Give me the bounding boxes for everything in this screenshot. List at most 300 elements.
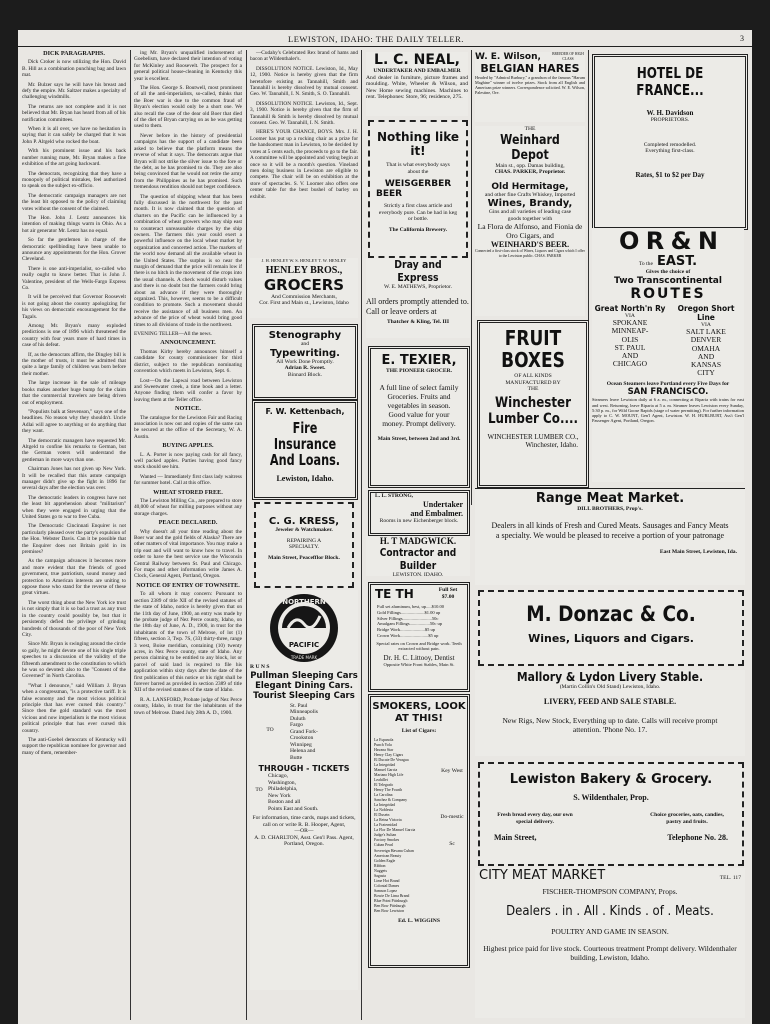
paragraph: The large increase in the sale of mileage books makes another huge bump for the claim that the commercial travelers are being driven out of employment. bbox=[22, 380, 126, 406]
cigar-brand: Henry The Fourth bbox=[374, 787, 403, 792]
route-city: OLIS bbox=[621, 334, 639, 344]
paragraph: "Populists balk at Stevenson," says one of the headlines. No reason why they shouldn't. Uncle Adlai will agree to anything or do anything that they want. bbox=[22, 408, 126, 435]
weinhard-beer: WEINHARD'S BEER. bbox=[490, 240, 570, 249]
np-destinations bbox=[268, 773, 318, 812]
cigar-brand: Mariano High Life bbox=[374, 772, 404, 777]
teeth-head bbox=[371, 585, 467, 601]
steno-and: and bbox=[300, 341, 310, 347]
masthead-line: LEWISTON, IDAHO: THE DAILY TELLER. bbox=[288, 34, 464, 44]
cigar-brand: Punch Yola bbox=[374, 742, 392, 747]
strong-ad bbox=[368, 490, 470, 536]
paragraph: The worst thing about the New York ice trust is not simply that it is so bad a trust as any trust in the country could possibly be, but that it persistently defied the privilege of grinding hundreds of thousands of the poor of New York City. bbox=[22, 599, 126, 638]
kettenbach-ad bbox=[252, 400, 358, 500]
strong-addr: Rooms in new Eichenberger block. bbox=[379, 517, 459, 524]
destination-city: Philadelphia, bbox=[268, 786, 298, 792]
price-row: Amalgam Fillings..................50c up bbox=[377, 621, 442, 627]
orn-left-cities bbox=[592, 319, 668, 369]
route-city: CITY bbox=[697, 368, 715, 378]
weinhard-sub1: and other fine Crafts Whiskey, Imported bbox=[484, 191, 576, 198]
kress-sub: Jeweler & Watchmaker. bbox=[275, 527, 333, 533]
cigar-brand: El Ducate De Veragua bbox=[374, 757, 409, 762]
weinhard-prop: CHAS. PARKER, Proprietor. bbox=[494, 169, 566, 175]
paragraph: The Hon. John J. Lentz announces his intention of making things warm in Ohio. As a hot air generator Mr. Lentz has no equal. bbox=[22, 214, 126, 234]
destination-city: St. Paul bbox=[290, 702, 308, 709]
weinhard-addr: Main st., opp. Damas building, bbox=[495, 162, 565, 169]
cigar-brand: Factory Smokes bbox=[374, 838, 400, 843]
bakery-left: Fresh bread every day, our own special delivery. bbox=[497, 812, 573, 825]
paragraph: Chairman Jones has not given up New York. It will be recalled that this astute campaign manager didn't give up the fight in 1896 for several days after the election was over. bbox=[22, 466, 126, 492]
np-through: THROUGH - TICKETS bbox=[258, 764, 350, 773]
dray-owner: W. E. MATHEWS, Proprietor. bbox=[383, 284, 452, 290]
wanted-text: Wanted — Immediately first class lady waitress for summer hotel. Call at this office. bbox=[134, 473, 242, 487]
route-city: CHICAGO bbox=[612, 359, 648, 369]
cigar-brand: Cuban Pearl bbox=[374, 843, 394, 848]
notice-list bbox=[250, 50, 358, 200]
paragraph: It will be perceived that Governor Roosevelt is not going about the country apologizing for his views on democratic encouragement for the Tagals. bbox=[22, 294, 126, 320]
destination-city: Minneapolis bbox=[290, 709, 318, 715]
kettenbach-city: Lewiston, Idaho. bbox=[276, 474, 334, 483]
fruit-boxes-ad bbox=[477, 320, 589, 488]
route-city: AND bbox=[697, 351, 715, 361]
orn-route-left bbox=[592, 304, 668, 378]
destination-city: Duluth bbox=[290, 715, 306, 722]
weinhard-ad bbox=[475, 126, 585, 316]
smokers-title: SMOKERS, LOOK AT THIS! bbox=[372, 701, 466, 724]
orn-left-head: Great North'n Ry bbox=[594, 303, 666, 313]
city-body: Highest price paid for live stock. Courteous treatment Prompt delivery. Wildenthaler building, Lewiston, Idaho. bbox=[483, 944, 737, 962]
wheat-heading: WHEAT STORED FREE. bbox=[153, 488, 223, 496]
buying-heading: BUYING APPLES. bbox=[162, 442, 214, 450]
orn-left-via: VIA bbox=[625, 312, 635, 319]
bakery-phone: Telephone No. 28. bbox=[667, 833, 728, 842]
page-header bbox=[18, 34, 752, 47]
cigar-brand: La Integridad bbox=[374, 762, 396, 767]
stenography-ad bbox=[252, 324, 358, 400]
paragraph: So far the gentlemen in charge of the democratic spellbinding have been unable to announce any appointments for the Hon. Grover Cleveland. bbox=[22, 237, 126, 263]
mallory-line: LIVERY, FEED AND SALE STABLE. bbox=[543, 696, 677, 706]
texier-addr: Main Street, between 2nd and 3rd. bbox=[377, 435, 461, 442]
hotel-owner: W. H. Davidson bbox=[646, 109, 694, 117]
column-rule bbox=[471, 50, 472, 505]
bakery-notes bbox=[490, 812, 732, 825]
bakery-footer bbox=[494, 833, 728, 842]
kress-name: C. G. KRESS, bbox=[268, 516, 340, 527]
price-row: Gold Fillings.....................$1.00 up bbox=[377, 609, 441, 615]
cigar-brand: Havana Star bbox=[374, 747, 394, 752]
smokers-list-heading: List of Cigars: bbox=[401, 728, 437, 734]
paragraph: The anti-Goebel democrats of Kentucky will support the republican nominee for governor and many of them, remember- bbox=[22, 737, 126, 756]
neal-title: L. C. NEAL, bbox=[374, 52, 460, 68]
city-owner: FISCHER-THOMPSON COMPANY, Props. bbox=[542, 887, 678, 896]
cigar-list bbox=[371, 738, 438, 915]
route-city: DENVER bbox=[690, 335, 722, 345]
paragraph: "What I denounce," said William J. Bryan when a congressman, "is a protective tariff. It is false economy and the most vicious political principle that has ever cursed this country." Since then the gold standard was the most vicious and now imperialism is the most vicious political principle that has ever cursed this country. bbox=[22, 682, 126, 734]
weis-note: Strictly a first class article and everybody pure. Can be had in keg or bottle. bbox=[378, 203, 458, 222]
hotel-rates: Rates, $1 to $2 per Day bbox=[635, 170, 705, 179]
destination-city: Crookston bbox=[290, 735, 314, 741]
township-heading: NOTICE OF ENTRY OF TOWNSITE. bbox=[136, 581, 240, 589]
mallory-title: Mallory & Lydon Livery Stable. bbox=[516, 670, 704, 684]
texier-sub: THE PIONEER GROCER. bbox=[385, 368, 453, 374]
donzac-ad bbox=[478, 590, 744, 666]
buying-text: L. A. Porter is now paying cash for all fancy, well packed apples. Parties having good fancy stock should see him. bbox=[134, 451, 242, 471]
city-head bbox=[475, 868, 745, 883]
teeth-rows bbox=[371, 601, 467, 641]
logo-pacific: PACIFIC bbox=[288, 641, 320, 649]
wilson-tag: BREEDER OF HIGH CLASS bbox=[552, 52, 584, 61]
township-text: To all whom it may concern: Pursuant to section 2389 of title XII of the revised statutes of the state of Idaho, notice is hereby given that on the 11th day of June, 1900, an entry was made by the probate judge of Nez Perce county, Idaho, on the 18th day of June, A. D., 1900, in trust for the inhabitants of the town of Melrose, of lot (1) fifteen, section 3, Twp. 7S, (33) thirty-three, range 3 west, Boise meridian, containing (10) twenty acres, in Nez Perce county, state of Idaho. Any person claiming to be entitled to any block, lot or parcel of said land is required to file his application within sixty days after the date of the first publication of this notice or his right shall be forever barred as provided in section 2389 of title XII of the revised statutes of the state of Idaho. bbox=[134, 591, 242, 694]
column-1 bbox=[22, 50, 126, 1020]
notice-item: DISSOLUTION NOTICE. Lewiston, Id., Sept. 3, 1900. Notice is hereby given that the firm of Tannahill & Smith is hereby dissolved by mutual consent. Geo. W. Tannahill, I. N. Smith. bbox=[250, 100, 358, 127]
signature-text: R. A. LANSFORD, Probate judge of Nez Perce county, Idaho, in trust for the inhabitants of the town of Melrose. Dated July 28th A. D., 1900. bbox=[134, 696, 242, 716]
paragraph: Since Mr. Bryan is swinging around the circle so gaily, he might devote one of his single triple speeches to a discussion of the validity of the fifteenth amendment to the constitution to which he was so devoted: also to the "Consent of the Governed" in North Carolina. bbox=[22, 641, 126, 680]
destination-city: Fargo bbox=[290, 722, 303, 728]
cigar-brand: Manuel Garcia bbox=[374, 767, 398, 772]
orn-route-right bbox=[668, 304, 744, 378]
henley-addr: Cor. First and Main st., Lewiston, Idaho bbox=[259, 300, 349, 306]
northern-pacific-ad bbox=[250, 590, 358, 990]
weinhard-cigars: La Flora de Alfonso, and Fionia de Oro Cigars, and bbox=[477, 222, 583, 240]
cigar-brand: American Beauty bbox=[374, 853, 402, 858]
range-title: Range Meat Market. bbox=[535, 491, 685, 506]
paragraph-list bbox=[134, 50, 242, 328]
paragraph: Dick Croker is now utilizing the Hon. David B. Hill as a combination punching bag and lawn mat. bbox=[22, 59, 126, 79]
cigar-brand: La Reina Victoria bbox=[374, 818, 402, 823]
weinhard-hermitage: Old Hermitage, bbox=[491, 181, 569, 192]
henley-grocers: GROCERS bbox=[263, 275, 345, 294]
fruit-sub: OF ALL KINDS MANUFACTURED BY THE bbox=[505, 373, 561, 392]
orn-right-head: Oregon Short Line bbox=[677, 303, 735, 322]
page-number: 3 bbox=[740, 34, 744, 43]
city-title: CITY MEAT MARKET bbox=[479, 868, 606, 883]
smokers-ad bbox=[368, 694, 470, 968]
column-rule bbox=[246, 50, 247, 1020]
donzac-title: M. Donzac & Co. bbox=[526, 602, 696, 626]
madgwick-line: Contractor and Builder bbox=[379, 546, 457, 572]
paragraph: ing Mr. Bryan's unqualified indorsement of Goebelism, have declared their intention of voting for McKinley and Roosevelt. The prospect for a general political house-cleaning in Kentucky this year is excellent. bbox=[134, 50, 242, 82]
column-rule bbox=[361, 50, 362, 1020]
np-tourist: Tourist Sleeping Cars bbox=[253, 690, 355, 701]
steno-name: Adrian R. Sweet. bbox=[284, 365, 326, 371]
city-line: Dealers . in . All . Kinds . of . Meats. bbox=[506, 904, 714, 919]
np-dining: Elegant Dining Cars. bbox=[255, 680, 353, 691]
hotel-body: Completed remodelled. Everything first-class. bbox=[643, 141, 697, 154]
bakery-right: Choice groceries, oats, candies, pastry and fruits. bbox=[650, 812, 724, 825]
kress-line: REPAIRING A SPECIALTY. bbox=[286, 537, 322, 550]
cigar-brand: El Dusein bbox=[374, 813, 390, 818]
strong-line2: and Embalmer. bbox=[410, 508, 463, 518]
route-city: ST. PAUL bbox=[614, 342, 646, 352]
dray-loc: Thatcher & Kling, Tel. III bbox=[386, 318, 450, 325]
weinhard-name: Weinhard Depot bbox=[500, 132, 560, 163]
donzac-sub: Wines, Liquors and Cigars. bbox=[528, 632, 694, 645]
range-prop: DILL BROTHERS, Prop's. bbox=[577, 506, 643, 512]
weis-brewery: The California Brewery. bbox=[388, 226, 448, 233]
orn-routes: ROUTES bbox=[630, 285, 706, 302]
orn-to: To the bbox=[638, 261, 653, 267]
np-to: TO bbox=[266, 726, 274, 733]
price-row: Bridge Work......................$5 up bbox=[377, 627, 436, 633]
paragraph: The democratic managers have requested Mr. Altgeld to confine his remarks to German, but the German voters will understand the gentleman in more ways than one. bbox=[22, 437, 126, 463]
cigar-brand: Judge's Sultan bbox=[374, 833, 397, 838]
wilson-ad bbox=[475, 52, 585, 122]
route-city: MINNEAP- bbox=[611, 326, 649, 336]
cigar-brand: Ben Bow Pittsburgh bbox=[374, 904, 406, 909]
lost-notice: Lost—On the Lapwai road between Lewiston and Sweetwater creek, a time book and a letter. Anyone finding them will confer a favor by leaving them at the Teller office. bbox=[134, 377, 242, 403]
cigar-brand: Sagasta bbox=[374, 873, 386, 878]
notice-item: DISSOLUTION NOTICE. Lewiston, Id., May 12, 1900. Notice is hereby given that the firm heretofore existing as Tannahill, Smith and Tannahill is hereby dissolved by mutual consent. Geo. W. Tannahill, I. N. Smith, S. O. Tannahill. bbox=[250, 65, 358, 98]
teeth-dr: Dr. H. C. Littooy, Dentist bbox=[383, 653, 455, 662]
destination-city: Helena and bbox=[290, 748, 316, 754]
henley-names: J. H. HENLEY W. S. HENLEY T. W. HENLEY bbox=[261, 258, 347, 263]
neal-ad bbox=[366, 52, 468, 116]
range-addr: East Main Street, Lewiston, Ida. bbox=[659, 548, 737, 555]
weinhard-body: Gins and all varieties of leading case goods together with bbox=[488, 209, 572, 222]
hotel-de-france-ad bbox=[592, 54, 748, 230]
destination-city: New York bbox=[268, 792, 291, 799]
destination-city: Boston and all bbox=[268, 799, 301, 805]
city-meat-ad bbox=[475, 868, 745, 1018]
kettenbach-name: F. W. Kettenbach, bbox=[265, 407, 345, 416]
orn-sf: SAN FRANCISCO. bbox=[627, 387, 709, 398]
orn-body: Steamers leave Lewiston daily at 6 a. m., connecting at Riparia with trains for east and west. Returning, leave Riparia at 5 a. m. Steamer leaves Lewiston every Sunday, 5:30 p. m., for Wild Goose Rapids (stage of water permitting). For further information apply to C. W. MOUNT, Gen'l Agent, Lewiston. W. H. HURLBURT, Ass't Gen'l Passenger Agent, Portland, Oregon. bbox=[592, 397, 744, 424]
paragraph: Mr. Bulzer says he will have his breast and defy the empire. Mr. Saltzer makes a specialty of challenging windmills. bbox=[22, 81, 126, 101]
cigar-brand: Blue Point Pittsburgh bbox=[374, 899, 408, 903]
cigar-brand: Nuggets bbox=[374, 868, 387, 873]
cigar-brand: Henry Clay Cigars bbox=[374, 752, 404, 757]
orn-east: EAST. bbox=[656, 254, 698, 269]
paragraph: The democratic leaders in congress have not the least bit apprehension about "militarism" when they were engaged in urging that the United States go to war to free Cuba. bbox=[22, 494, 126, 520]
np-dest-block bbox=[250, 773, 358, 812]
cigar-brand: Sanchez & Company bbox=[374, 798, 408, 803]
cigar-brand: La Flor De Manuel Garcia bbox=[374, 828, 416, 833]
route-city: KANSAS bbox=[690, 360, 721, 370]
wilson-name: W. E. Wilson, bbox=[475, 52, 541, 62]
fruit-co: Winchester Lumber Co.... bbox=[487, 394, 579, 427]
domestic-label: Do-mestic bbox=[440, 814, 464, 820]
teeth-price: Full Set $7.00 bbox=[438, 587, 458, 600]
dray-body: All orders promptly attended to. bbox=[366, 296, 469, 306]
henley-title: HENLEY BROS., bbox=[265, 264, 343, 276]
henley-ad bbox=[250, 258, 358, 318]
orn-steamer: Ocean Steamers leave Portland every Five Days for bbox=[606, 380, 730, 387]
paragraph-list bbox=[22, 59, 126, 756]
orn-to-east bbox=[592, 254, 744, 269]
weinhard-wines: Wines, Brandy, bbox=[487, 198, 573, 209]
np-pullman: Pullman Sleeping Cars bbox=[250, 670, 358, 681]
hotel-prop: PROPRIETORS. bbox=[650, 117, 690, 123]
cigar-brand: La Integridad bbox=[374, 803, 396, 808]
weis-beer: BEER bbox=[376, 189, 403, 199]
notice-item: HERE'S YOUR CHANCE, BOYS. Mrs. J. H. Loomer has put up a rocking chair as a prize for the handsomest man in Lewiston, to be decided by votes at 5 cents each, the proceeds to go to the fair. A committee will be appointed and voting begin at once so it will be a month's question. Vineland men doing business in Lewiston are eligible to compete. The chair will be on exhibition at the store of spectacles. S. V. Loomer also offers one center table for the best bushel of barley on exhibit. bbox=[250, 129, 358, 200]
fruit-name: WINCHESTER LUMBER CO., bbox=[487, 432, 579, 441]
paragraph: The returns are not complete and it is not believed that Mr. Bryan has heard from all of his notification committees. bbox=[22, 103, 126, 123]
strong-line1: Undertaker bbox=[423, 499, 463, 509]
orn-title: O R & N bbox=[619, 228, 717, 255]
peace-heading: PEACE DECLARED. bbox=[158, 519, 218, 527]
kress-addr: Main Street, Peacefflor Block. bbox=[268, 554, 340, 561]
madgwick-ad bbox=[366, 536, 470, 576]
bakery-owner: S. Wildenthaler, Prop. bbox=[573, 793, 649, 802]
city-tel: TEL. 117 bbox=[719, 875, 741, 881]
texier-title: E. TEXIER, bbox=[381, 353, 457, 368]
cigar-brand: Ben Bow Lewiston bbox=[374, 909, 405, 914]
cigar-tags bbox=[438, 738, 466, 915]
column-2 bbox=[134, 50, 242, 1020]
cigar-brand: Samson Lopez bbox=[374, 888, 398, 893]
teeth-addr: Opposite White Front Stables, Main St. bbox=[383, 661, 455, 667]
logo-trademark: TRADE MARK bbox=[290, 655, 318, 660]
steno-addr: Binnard Block. bbox=[287, 371, 323, 378]
column-3-notices bbox=[250, 50, 358, 250]
kettenbach-line2: And Loans. bbox=[269, 451, 341, 469]
np-charlton: A. D. CHARLTON, Asst. Gen'l Pass. Agent, Portland, Oregon. bbox=[254, 834, 354, 847]
price-label: Sc bbox=[449, 840, 455, 847]
np-to2: TO bbox=[255, 787, 263, 793]
route-city: AND bbox=[621, 351, 639, 361]
paragraph: The democratic campaign managers are not the least bit opposed to the policy of claiming votes without the consent of the claimed. bbox=[22, 192, 126, 212]
texier-ad bbox=[368, 346, 470, 488]
bakery-street: Main Street, bbox=[494, 833, 537, 842]
orn-right-cities bbox=[668, 328, 744, 378]
wheat-text: The Lewiston Milling Co., are prepared to store 40,000 of wheat for milling purposes without any storage charges. bbox=[134, 498, 242, 517]
paragraph: The question of shipping wheat that has been fully discussed in the northwest for the past month. It is now claimed that the question of charters on the Pacific can be influenced by a combination of wheat growers who may ship east to counteract unreasonable charges by the ship owners. The farmers this year could exert a powerful influence on the local wheat market by organization and concerted action. The markets of the world now demand all the available wheat in the United States. The surplus is so near the margin of demand that the price will remain low if there is no hitch in the movement of the crops into the usual channels. A check would disturb values and there is no doubt but the farmers could bring about an advance if they were thoroughly organized. This, however, seems to be a difficult condition to promote. Such a movement should receive the assistance of all business men. An advance of the price of wheat would bring good times to all divisions of trade in the northwest. bbox=[134, 193, 242, 328]
orn-two: Two Transcontinental bbox=[614, 275, 722, 286]
dray-ad bbox=[366, 258, 470, 338]
fruit-title: FRUIT BOXES bbox=[501, 326, 565, 372]
teeth-special: Special rates on Crown and Bridge work. Teeth extracted without pain. bbox=[376, 640, 462, 652]
cigar-brand: Sovereign Havana Cuban bbox=[374, 848, 414, 853]
weinhard-footer: Connected a first-class stock of Wines, Liquors and Cigars which I offer to the Lewiston public. CHAS. PARKER bbox=[475, 249, 585, 258]
cigar-brand: Bowie De Lima Brand bbox=[374, 893, 410, 898]
announcement-text: Thomas Kirby hereby announces himself a candidate for county commissioner for third district, subject to the republican nominating convention which meets in Lewiston, Sept. 6. bbox=[134, 348, 242, 375]
hotel-title: HOTEL DE FRANCE... bbox=[636, 64, 704, 99]
cigar-brand: La Fraternidad bbox=[374, 823, 398, 828]
madgwick-city: LEWISTON, IDAHO. bbox=[392, 572, 444, 576]
paragraph: The democrats, recognizing that they have a monopoly of political mistakes, feel authorized to speak on the subject ex-officio. bbox=[22, 170, 126, 190]
city-poultry: POULTRY AND GAME IN SEASON. bbox=[551, 927, 669, 936]
np-info: For information, time cards, maps and tickets, call on or write R. B. Hooper, Agent, bbox=[252, 815, 356, 828]
neal-sub: UNDERTAKER AND EMBALMER bbox=[373, 68, 461, 74]
texier-body: A full line of select family Groceries. Fruits and vegetables in season. Good value for your money. Prompt delivery. bbox=[379, 382, 459, 428]
price-row: Full set aluminum, best, up.....$10.00 bbox=[377, 604, 444, 609]
notice-heading: NOTICE. bbox=[175, 405, 201, 413]
cigar-brand: Colonial Dames bbox=[374, 883, 400, 888]
key-west-label: Key West bbox=[441, 767, 463, 774]
henley-sub: And Commission Merchants, bbox=[271, 293, 337, 300]
weis-name: WEISGERBER bbox=[384, 179, 452, 189]
steno-title: Stenography bbox=[268, 330, 342, 341]
np-cities bbox=[290, 703, 318, 762]
mallory-ad bbox=[475, 670, 745, 756]
dray-title: Dray and Express bbox=[394, 258, 442, 284]
cigar-brand: Golden Eagle bbox=[374, 858, 396, 863]
paragraph: If, as the democrats affirm, the Dingley bill is the mother of trusts, it must be admitted that quite a large family of children was born before their mother. bbox=[22, 351, 126, 377]
weinhard-the: THE bbox=[524, 126, 536, 132]
mallory-sub: (Martin Collin's Old Stand) Lewiston, Idaho. bbox=[559, 684, 661, 690]
paragraph: Among Mr. Bryan's many exploded predictions is one of 1896 which threatened the country with four years more of hard times in case of his defeat. bbox=[22, 323, 126, 349]
orn-right-via: VIA bbox=[701, 321, 711, 328]
cigar-brand: La Noblesia bbox=[374, 808, 393, 813]
news-line: EVENING TELLER—All the news. bbox=[134, 331, 212, 338]
teeth-ad bbox=[368, 582, 470, 692]
orn-sub: Gives the choice of bbox=[645, 269, 691, 275]
cigar-brand: Lime Hot Brand bbox=[374, 878, 400, 883]
weis-sub: That is what everybody says about the bbox=[386, 162, 450, 175]
np-cities-block bbox=[250, 703, 358, 762]
weisgerber-ad bbox=[368, 120, 468, 258]
destination-city: Washington, bbox=[268, 779, 296, 786]
paragraph: The Hon. George S. Boutwell, most prominent of all the anti-imperialists, so-called, thinks that the Boer war is due to the common fraud of Bryan's election would only be a short one. We also recall the case of the dear old Boer that died of the diet of Bryan carrying on as he was getting used to them. bbox=[134, 85, 242, 130]
range-meat-ad bbox=[475, 488, 745, 585]
destination-city: Butte bbox=[290, 754, 303, 761]
announcement-heading: ANNOUNCEMENT. bbox=[160, 339, 216, 347]
steno-note: All Work Done Promptly. bbox=[276, 358, 334, 365]
destination-city: Points East and South. bbox=[268, 805, 319, 812]
route-city: SPOKANE bbox=[612, 318, 648, 327]
orn-ad bbox=[592, 228, 744, 482]
strong-name: L. L. STRONG, bbox=[375, 493, 414, 499]
cigar-brand: La Carolina bbox=[374, 793, 393, 798]
logo-northern: NORTHERN bbox=[282, 598, 326, 606]
weis-title: Nothing like it! bbox=[376, 130, 459, 158]
madgwick-name: H. T MADGWICK. bbox=[379, 536, 457, 546]
northern-pacific-logo-icon bbox=[268, 592, 340, 664]
column-rule bbox=[130, 50, 131, 1020]
steno-typewriting: Typewriting. bbox=[270, 347, 340, 359]
fruit-city: Winchester, Idaho. bbox=[525, 440, 578, 449]
paragraph: The Democratic Cincinnati Enquirer is not particularly pleased over the party's expulsion of the Hon. Webster Davis. Can it be possible that the Enquirer does not Britain gold in its premises? bbox=[22, 523, 126, 556]
smokers-body bbox=[371, 738, 467, 915]
range-body: Dealers in all kinds of Fresh and Cured Meats. Sausages and Fancy Meats a specialty. We would be pleased to receive a portion of your patronage bbox=[491, 520, 729, 540]
peace-text: Why doesn't all your time reading about the Boer war and the gold fields of Alaska? There are other matters of vital importance. You may make a trip east and will want to know how to travel. In order to have the best service use the Wisconsin Central Railway between St. Paul and Chicago. For maps and other information write James A. Clock, General Agent, Portland, Oregon. bbox=[134, 528, 242, 580]
paragraph: When it is all over, we have no hesitation in saying that it can safely be charged that it was John P. Altgeld who rocked the boat. bbox=[22, 126, 126, 145]
cigar-brand: Ribbon bbox=[374, 863, 386, 868]
price-row: Silver Fillings..........................50c bbox=[377, 615, 439, 621]
kress-ad bbox=[254, 502, 354, 588]
cigar-brand: El Telegrafo bbox=[374, 782, 394, 787]
destination-city: Grand Fork- bbox=[290, 728, 318, 735]
dray-call: Call or leave orders at bbox=[366, 306, 437, 316]
newspaper-page bbox=[18, 30, 752, 1024]
orn-route-columns bbox=[592, 304, 744, 378]
paragraph: There is one anti-imperialist, so-called who really ought to know better. That is John J. Valentine, president of the Wells-Fargo Express Co. bbox=[22, 265, 126, 291]
paragraph: Never before in the history of presidential campaigns has the support of a candidate been asked to believe that the platform means the reverse of what it says. The democrats argue that Bryan will not strike the silver issue to the fore or the debt, as he has promised to do. They are also being convinced that he would not retire the army from the Philippines as he has promised. Such tremendous rendition should not beget confidence. bbox=[134, 132, 242, 191]
wilson-head bbox=[475, 52, 585, 62]
smokers-name: Ed. L. WIGGINS bbox=[398, 918, 440, 925]
cigar-brand: Leahillet bbox=[374, 777, 388, 782]
mallory-body: New Rigs, New Stock, Everything up to date. Calls will receive prompt attention. 'Phone No. 17. bbox=[502, 715, 718, 734]
cigar-brand: La Espanola bbox=[374, 737, 394, 742]
kettenbach-line1: Fire Insurance bbox=[273, 419, 337, 453]
route-city: OMAHA bbox=[691, 343, 721, 353]
column-heading: DICK PARAGRAPHS. bbox=[43, 50, 105, 57]
notice-item: —Cudahy's Celebrated Rex brand of hams and bacon at Wildenthaler's. bbox=[250, 50, 358, 63]
wilson-body: Headed by "Admiral Burbury," a grandson of the famous "Harum Maghine" winner of twelve prizes. Stock from all English and American prize winners. Correspondence solicited. W. E. Wilson, Palestine, Ore. bbox=[475, 75, 585, 95]
wilson-hares: BELGIAN HARES bbox=[480, 62, 580, 75]
np-runs: R U N S bbox=[250, 664, 270, 670]
route-city: SALT LAKE bbox=[686, 327, 726, 336]
neal-body: And dealer in furniture, picture frames and moulding. White, Wheeler & Wilson, and New Home sewing machines. Machines to rent. Telephones: Store, 96; residence, 275. bbox=[366, 74, 468, 100]
teeth-title: TE TH bbox=[375, 587, 414, 601]
paragraph: As the campaign advances it becomes more and more evident that the friends of good government, true patriotism, sound money and protection to American interests are uniting to oppose those who stand for the reverse of these great virtues. bbox=[22, 558, 126, 597]
destination-city: Winnipeg bbox=[290, 741, 312, 748]
price-row: Crown Work.........................$5 up bbox=[377, 632, 439, 638]
bakery-title: Lewiston Bakery & Grocery. bbox=[509, 772, 713, 787]
bakery-ad bbox=[478, 762, 744, 866]
destination-city: Chicago, bbox=[268, 773, 289, 779]
np-or: —OR— bbox=[294, 828, 314, 834]
